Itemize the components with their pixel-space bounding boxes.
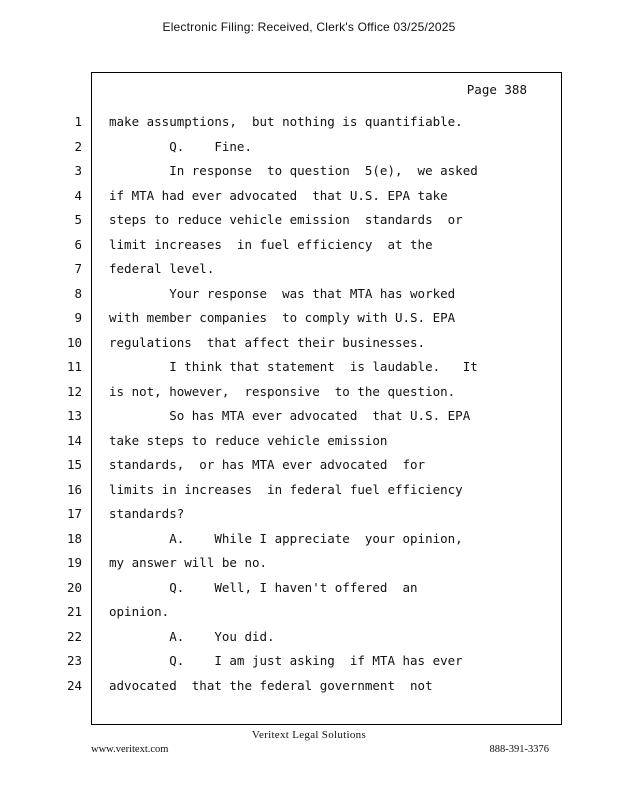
transcript-line: make assumptions, but nothing is quantifiable. — [109, 114, 463, 129]
line-number: 4 — [74, 187, 82, 203]
transcript-line: is not, however, responsive to the question. — [109, 383, 456, 399]
transcript-line: take steps to reduce vehicle emission — [109, 432, 388, 448]
page-number: Page 388 — [466, 82, 527, 97]
line-number: 11 — [66, 359, 82, 374]
transcript-line: regulations that affect their businesses. — [109, 334, 426, 350]
line-number: 14 — [66, 432, 82, 448]
transcript-line: Your response was that MTA has worked — [109, 285, 456, 301]
filing-header: Electronic Filing: Received, Clerk's Office 03/25/2025 — [162, 20, 456, 34]
transcript-line: A. You did. — [109, 628, 275, 644]
transcript-line: So has MTA ever advocated that U.S. EPA — [109, 408, 471, 423]
line-number: 21 — [66, 604, 82, 619]
line-number: 20 — [66, 579, 82, 595]
transcript-line: In response to question 5(e), we asked — [109, 163, 478, 178]
transcript-line: limit increases in fuel efficiency at the — [109, 236, 433, 252]
line-number: 9 — [74, 310, 82, 325]
line-number: 15 — [66, 457, 82, 472]
line-number: 6 — [74, 236, 82, 252]
line-number: 7 — [74, 261, 82, 276]
line-number: 24 — [66, 677, 82, 693]
transcript-line: I think that statement is laudable. It — [109, 359, 478, 374]
line-number: 5 — [74, 212, 82, 227]
line-number: 13 — [66, 408, 82, 423]
line-number: 8 — [74, 285, 82, 301]
line-number: 22 — [66, 628, 82, 644]
line-number: 17 — [66, 506, 82, 521]
line-number: 10 — [66, 334, 82, 350]
transcript-line: my answer will be no. — [109, 555, 268, 570]
transcript-line: Q. Well, I haven't offered an — [109, 579, 418, 595]
line-number: 16 — [66, 481, 82, 497]
line-number: 1 — [74, 114, 82, 129]
transcript-line: standards? — [109, 506, 185, 521]
line-number: 19 — [66, 555, 82, 570]
transcript-line: opinion. — [109, 604, 170, 619]
transcript-line: Q. Fine. — [109, 138, 252, 154]
footer-company: Veritext Legal Solutions — [251, 729, 367, 741]
transcript-line: standards, or has MTA ever advocated for — [109, 457, 426, 472]
transcript-line: federal level. — [109, 261, 215, 276]
transcript-line: advocated that the federal government not — [109, 677, 433, 693]
transcript-line: A. While I appreciate your opinion, — [109, 530, 463, 546]
line-number: 3 — [74, 163, 82, 178]
transcript-line: if MTA had ever advocated that U.S. EPA take — [109, 187, 448, 203]
footer-website: www.veritext.com — [91, 744, 169, 755]
transcript-line: limits in increases in federal fuel efficiency — [109, 481, 463, 497]
transcript-line: with member companies to comply with U.S. EPA — [109, 310, 456, 325]
line-number: 18 — [66, 530, 82, 546]
transcript-line: Q. I am just asking if MTA has ever — [109, 653, 463, 668]
line-number: 12 — [66, 383, 82, 399]
line-number: 2 — [74, 138, 82, 154]
line-number: 23 — [66, 653, 82, 668]
transcript-line: steps to reduce vehicle emission standards or — [109, 212, 463, 227]
footer-phone: 888-391-3376 — [489, 744, 549, 755]
